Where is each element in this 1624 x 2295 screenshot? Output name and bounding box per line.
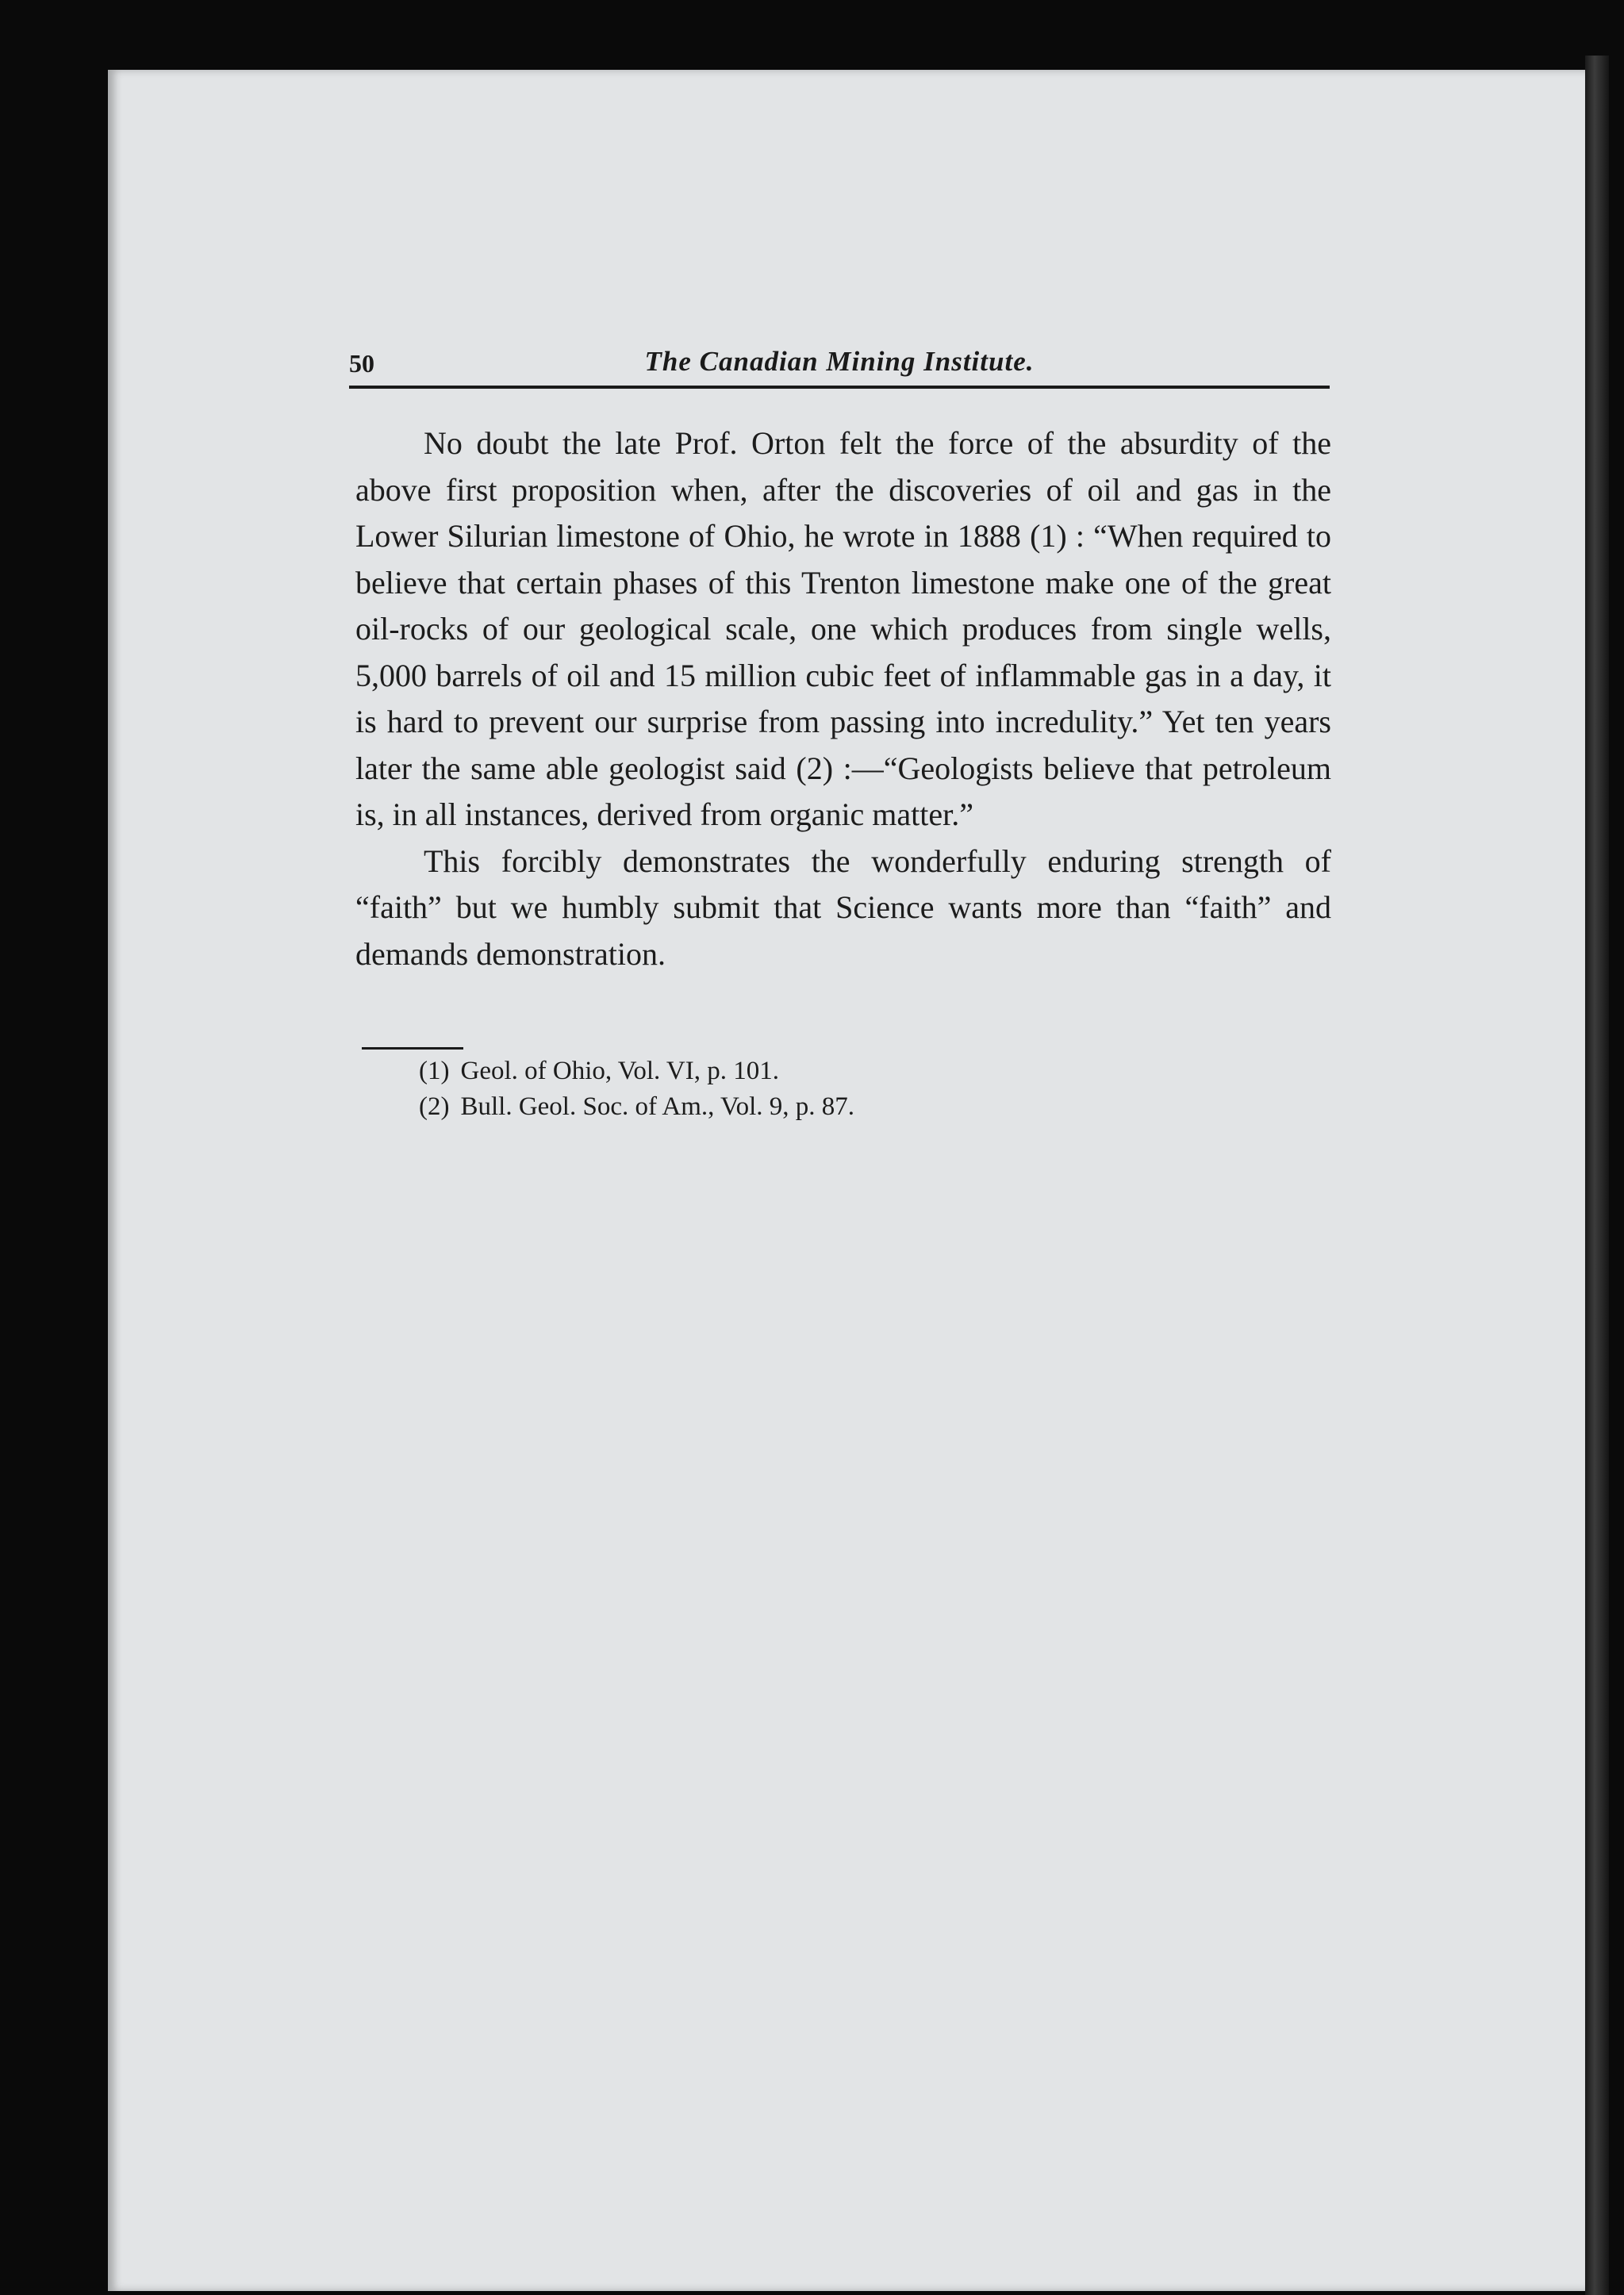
page-header xyxy=(349,346,1330,386)
footnote-2 xyxy=(419,1089,1133,1125)
footnote-mark: (1) xyxy=(419,1057,450,1085)
page-edge-shadow xyxy=(1585,56,1609,2295)
footnotes xyxy=(419,1053,1133,1125)
footnote-text: Bull. Geol. Soc. of Am., Vol. 9, p. 87. xyxy=(460,1092,855,1121)
running-title: The Canadian Mining Institute. xyxy=(644,346,1035,377)
paragraph: No doubt the late Prof. Orton felt the force of the absurdity of the above first proposition when, after the discoveries of oil and gas in the Lower Silurian limestone of Ohio, he wrote in 1888 (1) : “When required to believe that certain phases of this Trenton limestone make one of the great oil-rocks of our geological scale, one which produces from single wells, 5,000 barrels of oil and 15 million cubic feet of inflammable gas in a day, it is hard to prevent our surprise from passing into incredulity.” Yet ten years later the same able geologist said (2) :—“Geologists believe that petroleum is, in all instances, derived from organic matter.” xyxy=(355,425,1331,832)
footnote-rule xyxy=(362,1047,463,1050)
footnote-1 xyxy=(419,1053,1133,1089)
paper-page xyxy=(108,70,1585,2291)
footnote-mark: (2) xyxy=(419,1092,450,1121)
page-number: 50 xyxy=(349,349,374,378)
paragraph: This forcibly demonstrates the wonderfully enduring strength of “faith” but we humbly submit that Science wants more than “faith” and demands demonstration. xyxy=(355,842,1331,972)
footnote-text: Geol. of Ohio, Vol. VI, p. 101. xyxy=(460,1057,779,1085)
header-rule xyxy=(349,386,1330,389)
body-text xyxy=(355,420,1331,977)
